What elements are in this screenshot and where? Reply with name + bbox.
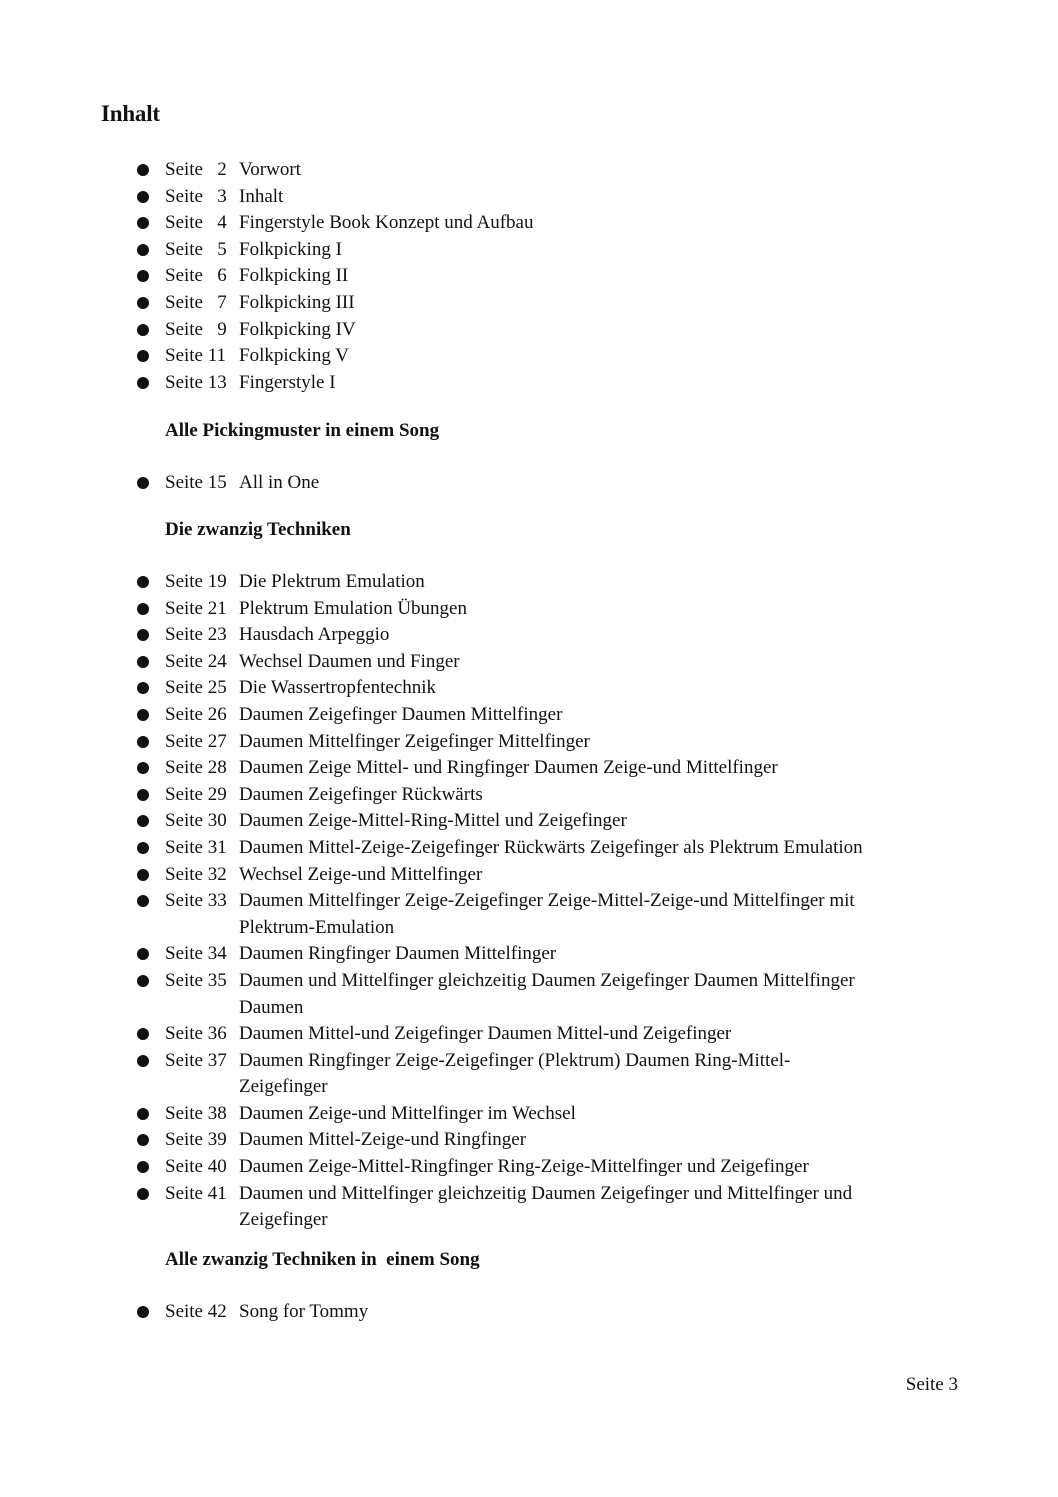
page-reference: Seite 7: [165, 291, 227, 313]
toc-entry: [165, 370, 533, 397]
bullet-icon: [137, 656, 149, 668]
page-reference: Seite 31: [165, 836, 227, 858]
toc-item: [136, 782, 863, 809]
bullet-icon: [137, 1188, 149, 1200]
toc-entry-title: Vorwort: [239, 159, 301, 180]
toc-item: [136, 1181, 863, 1234]
toc-entry-title: Wechsel Zeige-und Mittelfinger: [239, 863, 483, 885]
page-reference: Seite 5: [165, 238, 227, 260]
toc-entry: [165, 1101, 863, 1128]
toc-list-intro: [136, 157, 533, 396]
page-title: Inhalt: [101, 101, 160, 126]
toc-item: [136, 237, 533, 264]
toc-item: [136, 702, 863, 729]
page-reference: Seite 4: [165, 212, 227, 234]
page-reference: Seite 2: [165, 159, 227, 180]
toc-list-song: [136, 1299, 368, 1326]
toc-entry-title: Hausdach Arpeggio: [239, 624, 390, 646]
toc-entry-title: Folkpicking IV: [239, 318, 356, 340]
page-reference: Seite 35: [165, 969, 227, 991]
bullet-icon: [137, 948, 149, 960]
toc-entry: [165, 888, 863, 941]
toc-item: [136, 755, 863, 782]
toc-entry-title: Folkpicking III: [239, 291, 355, 313]
page-reference: Seite 24: [165, 650, 227, 672]
page-reference: Seite 9: [165, 318, 227, 340]
page-reference: Seite 21: [165, 597, 227, 619]
page-reference: Seite 40: [165, 1156, 227, 1178]
page-reference: Seite 39: [165, 1129, 227, 1151]
toc-entry-title: Fingerstyle I: [239, 371, 336, 393]
bullet-icon: [137, 975, 149, 987]
bullet-icon: [137, 815, 149, 827]
toc-entry-title: Daumen Zeige Mittel- und Ringfinger Daumen Zeige-und Mittelfinger: [239, 757, 778, 779]
bullet-icon: [137, 217, 149, 229]
bullet-icon: [137, 244, 149, 256]
toc-item: [136, 470, 319, 497]
bullet-icon: [137, 629, 149, 641]
bullet-icon: [137, 270, 149, 282]
toc-item: [136, 184, 533, 211]
toc-item: [136, 1299, 368, 1326]
toc-entry-title: Daumen Zeige-und Mittelfinger im Wechsel: [239, 1102, 576, 1124]
section-heading-techniken: Die zwanzig Techniken: [165, 519, 351, 540]
page-reference: Seite 6: [165, 265, 227, 287]
toc-entry: [165, 622, 863, 649]
toc-list-techniken: [136, 569, 863, 1234]
toc-item: [136, 1021, 863, 1048]
toc-entry: [165, 263, 533, 290]
toc-entry-title: Daumen Mittel-Zeige-und Ringfinger: [239, 1129, 527, 1151]
page-reference: Seite 33: [165, 890, 227, 912]
toc-item: [136, 343, 533, 370]
page-reference: Seite 32: [165, 863, 227, 885]
toc-item: [136, 263, 533, 290]
toc-item: [136, 968, 863, 1021]
toc-entry-title: Daumen Mittel-und Zeigefinger Daumen Mittel-und Zeigefinger: [239, 1023, 732, 1045]
bullet-icon: [137, 1306, 149, 1318]
toc-entry: [165, 649, 863, 676]
toc-item: [136, 888, 863, 941]
toc-entry-title: Fingerstyle Book Konzept und Aufbau: [239, 212, 534, 234]
page-reference: Seite 11: [165, 345, 227, 367]
toc-entry: [165, 941, 863, 968]
toc-entry-title: Folkpicking V: [239, 345, 349, 367]
toc-entry-title: Daumen Mittelfinger Zeige-Zeigefinger Zeige-Mittel-Zeige-und Mittelfinger mit: [239, 890, 855, 912]
toc-item: [136, 370, 533, 397]
toc-entry-title: Inhalt: [239, 185, 284, 207]
bullet-icon: [137, 603, 149, 615]
toc-entry-continuation: Zeigefinger: [239, 1209, 328, 1231]
toc-entry: [165, 237, 533, 264]
bullet-icon: [137, 164, 149, 176]
toc-item: [136, 210, 533, 237]
page-reference: Seite 3: [165, 185, 227, 207]
toc-item: [136, 862, 863, 889]
toc-item: [136, 941, 863, 968]
toc-entry: [165, 1299, 368, 1326]
page-reference: Seite 42: [165, 1301, 227, 1322]
toc-entry: [165, 702, 863, 729]
bullet-icon: [137, 869, 149, 881]
toc-item: [136, 1127, 863, 1154]
page-reference: Seite 38: [165, 1102, 227, 1124]
toc-entry: [165, 596, 863, 623]
toc-entry-title: Daumen Ringfinger Zeige-Zeigefinger (Plektrum) Daumen Ring-Mittel-: [239, 1049, 791, 1071]
bullet-icon: [137, 350, 149, 362]
page-reference: Seite 23: [165, 624, 227, 646]
toc-item: [136, 622, 863, 649]
bullet-icon: [137, 1055, 149, 1067]
toc-entry-continuation: Daumen: [239, 996, 304, 1018]
toc-item: [136, 569, 863, 596]
page-reference: Seite 13: [165, 371, 227, 393]
toc-entry-title: Plektrum Emulation Übungen: [239, 597, 467, 619]
bullet-icon: [137, 842, 149, 854]
toc-entry-title: Daumen und Mittelfinger gleichzeitig Daumen Zeigefinger Daumen Mittelfinger: [239, 969, 855, 991]
toc-entry: [165, 1127, 863, 1154]
bullet-icon: [137, 477, 149, 489]
bullet-icon: [137, 709, 149, 721]
toc-item: [136, 649, 863, 676]
toc-item: [136, 317, 533, 344]
toc-item: [136, 1101, 863, 1128]
toc-entry: [165, 1021, 863, 1048]
toc-entry: [165, 862, 863, 889]
toc-item: [136, 1154, 863, 1181]
page-reference: Seite 26: [165, 703, 227, 725]
toc-entry-title: Daumen Ringfinger Daumen Mittelfinger: [239, 943, 557, 965]
toc-entry-title: Die Plektrum Emulation: [239, 571, 425, 592]
toc-item: [136, 729, 863, 756]
page-reference: Seite 25: [165, 677, 227, 699]
toc-entry: [165, 1181, 863, 1234]
toc-item: [136, 290, 533, 317]
bullet-icon: [137, 789, 149, 801]
toc-list-all-in-one: [136, 470, 319, 497]
toc-entry-title: Daumen Zeige-Mittel-Ring-Mittel und Zeigefinger: [239, 810, 627, 832]
page-reference: Seite 36: [165, 1023, 227, 1045]
toc-entry-title: Daumen Zeige-Mittel-Ringfinger Ring-Zeige-Mittelfinger und Zeigefinger: [239, 1156, 809, 1178]
toc-entry: [165, 675, 863, 702]
toc-entry-continuation: Zeigefinger: [239, 1076, 328, 1098]
toc-item: [136, 835, 863, 862]
bullet-icon: [137, 297, 149, 309]
page-number: Seite 3: [905, 1374, 958, 1395]
bullet-icon: [137, 762, 149, 774]
toc-entry-title: Daumen und Mittelfinger gleichzeitig Daumen Zeigefinger und Mittelfinger und: [239, 1182, 853, 1204]
toc-entry: [165, 470, 319, 497]
toc-entry-title: Song for Tommy: [239, 1301, 369, 1322]
toc-entry-continuation: Plektrum-Emulation: [239, 916, 395, 938]
bullet-icon: [137, 576, 149, 588]
toc-entry: [165, 290, 533, 317]
page-reference: Seite 29: [165, 783, 227, 805]
page-reference: Seite 27: [165, 730, 227, 752]
toc-item: [136, 808, 863, 835]
page-reference: Seite 19: [165, 571, 227, 592]
toc-entry: [165, 782, 863, 809]
toc-entry-title: Daumen Zeigefinger Daumen Mittelfinger: [239, 703, 563, 725]
toc-entry: [165, 343, 533, 370]
toc-entry: [165, 157, 533, 184]
toc-entry: [165, 317, 533, 344]
toc-entry-title: Die Wassertropfentechnik: [239, 677, 437, 699]
bullet-icon: [137, 324, 149, 336]
bullet-icon: [137, 191, 149, 203]
toc-entry: [165, 210, 533, 237]
section-heading-song: Alle zwanzig Techniken in einem Song: [165, 1249, 480, 1270]
toc-entry: [165, 184, 533, 211]
bullet-icon: [137, 682, 149, 694]
toc-item: [136, 1048, 863, 1101]
bullet-icon: [137, 377, 149, 389]
page-reference: Seite 15: [165, 472, 227, 493]
toc-entry: [165, 755, 863, 782]
toc-entry-title: Daumen Zeigefinger Rückwärts: [239, 783, 483, 805]
bullet-icon: [137, 1161, 149, 1173]
toc-entry: [165, 835, 863, 862]
toc-entry: [165, 808, 863, 835]
toc-entry-title: Folkpicking II: [239, 265, 349, 287]
toc-entry-title: Daumen Mittelfinger Zeigefinger Mittelfinger: [239, 730, 590, 752]
bullet-icon: [137, 1134, 149, 1146]
toc-entry-title: Folkpicking I: [239, 238, 342, 260]
page-reference: Seite 41: [165, 1182, 227, 1204]
toc-entry: [165, 1154, 863, 1181]
toc-entry: [165, 968, 863, 1021]
toc-item: [136, 596, 863, 623]
bullet-icon: [137, 895, 149, 907]
toc-entry-title: All in One: [239, 472, 320, 493]
toc-item: [136, 675, 863, 702]
toc-entry-title: Daumen Mittel-Zeige-Zeigefinger Rückwärts Zeigefinger als Plektrum Emulation: [239, 836, 863, 858]
toc-entry: [165, 729, 863, 756]
section-heading-picking: Alle Pickingmuster in einem Song: [165, 420, 440, 441]
toc-entry: [165, 1048, 863, 1101]
toc-entry: [165, 569, 863, 596]
toc-item: [136, 157, 533, 184]
page-reference: Seite 30: [165, 810, 227, 832]
page-reference: Seite 34: [165, 943, 227, 965]
bullet-icon: [137, 1028, 149, 1040]
bullet-icon: [137, 1108, 149, 1120]
page-reference: Seite 28: [165, 757, 227, 779]
page-reference: Seite 37: [165, 1049, 227, 1071]
toc-entry-title: Wechsel Daumen und Finger: [239, 650, 460, 672]
bullet-icon: [137, 736, 149, 748]
